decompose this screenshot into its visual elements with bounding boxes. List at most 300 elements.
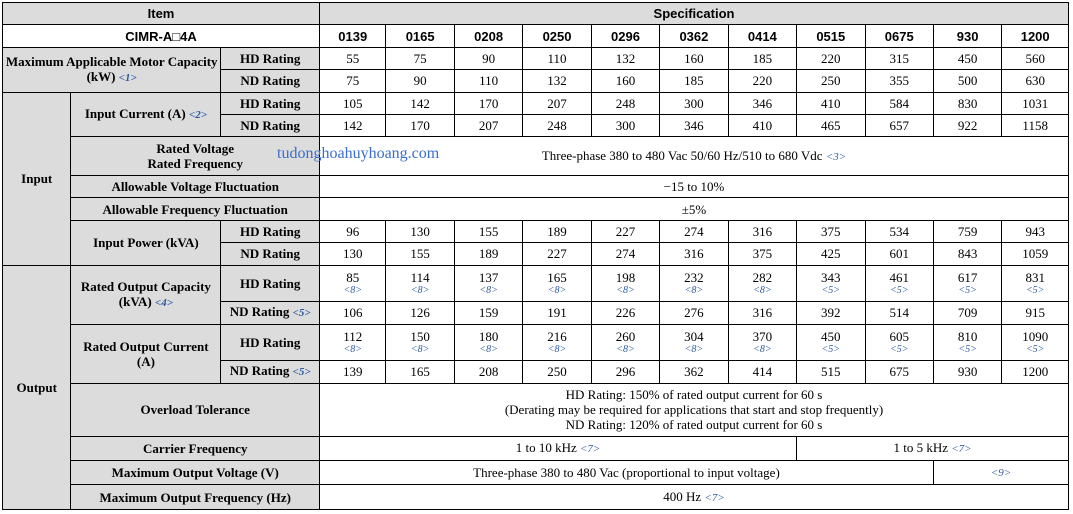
footnote-ref: <8>: [753, 344, 772, 356]
value-text: 248: [547, 118, 567, 134]
value-cell: [728, 114, 796, 136]
value-cell: [728, 324, 796, 361]
value-cell: [591, 361, 659, 383]
value-cell: [728, 361, 796, 383]
value-text: 75: [413, 50, 427, 66]
value-text: 142: [342, 118, 363, 134]
table-row: [3, 461, 1069, 485]
cell-text: Input Power (kVA): [93, 235, 199, 251]
value-cell: [454, 114, 522, 136]
value-cell: [591, 70, 659, 92]
value-text: 400 Hz: [663, 488, 702, 504]
value-text: 534: [889, 223, 909, 239]
value-text: 1090: [1022, 329, 1049, 345]
value-cell: [1002, 92, 1069, 114]
value-cell: [320, 324, 386, 361]
value-cell: [591, 220, 659, 242]
value-text: 1 to 5 kHz: [893, 439, 948, 455]
value-text: 165: [410, 364, 430, 380]
value-cell: [1002, 302, 1069, 324]
value-text: 450: [957, 50, 978, 66]
value-cell: [523, 361, 591, 383]
value-cell: [728, 243, 796, 265]
hd-rating-label: [221, 265, 320, 302]
input-power-label: [71, 220, 221, 265]
value-text: 250: [547, 364, 567, 380]
model-code: 0414: [747, 28, 777, 44]
value-text: 346: [684, 118, 704, 134]
value-cell: [933, 92, 1001, 114]
overload-tolerance-value: [320, 383, 1069, 436]
value-cell: [320, 302, 386, 324]
value-text: 605: [889, 329, 909, 345]
cell-text: Input Current (A): [84, 105, 186, 121]
rated-output-current-label: [71, 324, 221, 383]
cell-text: ND Rating: [229, 363, 290, 379]
footnote-ref: <8>: [547, 285, 567, 297]
value-text: −15 to 10%: [663, 179, 725, 195]
value-text: 425: [821, 246, 841, 262]
footnote-ref: <5>: [958, 344, 977, 356]
value-text: 274: [615, 246, 636, 262]
footnote-ref: <8>: [479, 344, 498, 356]
value-text: 274: [684, 223, 704, 239]
value-text: Three-phase 380 to 480 Vac 50/60 Hz/510 to 680 Vdc: [541, 147, 823, 163]
value-cell: [865, 302, 933, 324]
watermark-text: tudonghoahuyhoang.com: [277, 145, 440, 163]
value-cell: [797, 114, 865, 136]
value-cell: [454, 265, 522, 302]
value-text: 110: [479, 73, 499, 89]
footnote-ref: <2>: [188, 108, 207, 121]
cell-text: Carrier Frequency: [142, 440, 248, 456]
value-text: 90: [482, 50, 496, 66]
footnote-ref: <7>: [704, 491, 725, 504]
carrier-frequency-value-b: [797, 436, 1069, 460]
value-cell: [660, 243, 728, 265]
value-cell: [797, 92, 865, 114]
value-text: 180: [478, 329, 499, 345]
value-cell: [591, 243, 659, 265]
value-text: 159: [478, 305, 499, 321]
allowable-voltage-label: [71, 176, 320, 198]
value-text: 943: [1025, 223, 1045, 239]
value-text: 410: [821, 95, 841, 111]
value-text: 139: [342, 364, 363, 380]
value-cell: [933, 47, 1001, 69]
model-column-header: [591, 25, 659, 47]
max-motor-label: [3, 47, 221, 92]
value-text: 105: [342, 95, 363, 111]
item-header-text: Item: [147, 6, 175, 22]
value-text: 165: [547, 270, 567, 286]
model-column-header: [320, 25, 386, 47]
value-text: 137: [478, 270, 499, 286]
value-cell: [797, 47, 865, 69]
value-cell: [454, 70, 522, 92]
value-text: 584: [889, 95, 909, 111]
value-text: 343: [821, 270, 841, 286]
value-cell: [660, 324, 728, 361]
value-text: 810: [957, 329, 978, 345]
value-text: 248: [615, 95, 636, 111]
value-text: 55: [346, 50, 360, 66]
rated-voltage-value: [277, 137, 1069, 176]
nd-rating-label: [221, 114, 320, 136]
footnote-ref: <4>: [155, 296, 174, 309]
value-text: 250: [821, 73, 841, 89]
value-cell: [660, 265, 728, 302]
hd-rating-label: [221, 92, 320, 114]
value-text: 1158: [1022, 118, 1048, 134]
footnote-ref: <8>: [410, 344, 430, 356]
footnote-ref: <8>: [616, 344, 635, 356]
value-text: 375: [752, 246, 773, 262]
value-text: 316: [684, 246, 704, 262]
cell-text: ND Rating: [229, 304, 290, 320]
cell-text: Rated Voltage: [156, 141, 235, 157]
specification-header: [320, 3, 1069, 25]
hd-rating-label: [221, 220, 320, 242]
input-current-label: [71, 92, 221, 137]
footnote-ref: <5>: [889, 344, 909, 356]
value-text: 114: [410, 270, 430, 286]
value-cell: [386, 324, 454, 361]
value-cell: [933, 220, 1001, 242]
table-row: [3, 3, 1069, 25]
value-text: 617: [957, 270, 978, 286]
value-cell: [728, 220, 796, 242]
value-text: 130: [342, 246, 363, 262]
value-cell: [865, 47, 933, 69]
value-cell: [386, 265, 454, 302]
value-cell: [933, 361, 1001, 383]
footnote-ref: <7>: [580, 442, 601, 455]
value-text: 227: [615, 223, 636, 239]
value-text: 414: [752, 364, 773, 380]
cell-text: Rated Output Capacity (kVA): [80, 278, 211, 309]
allowable-voltage-value: [320, 176, 1069, 198]
value-cell: [728, 70, 796, 92]
value-text: 601: [889, 246, 909, 262]
value-text: 370: [752, 329, 773, 345]
value-cell: [320, 361, 386, 383]
footnote-ref: <5>: [292, 366, 311, 379]
value-cell: [933, 324, 1001, 361]
value-text: 208: [478, 364, 499, 380]
value-cell: [865, 361, 933, 383]
cell-text: Overload Tolerance: [140, 402, 250, 418]
value-text: 198: [615, 270, 636, 286]
value-text: 709: [957, 305, 978, 321]
nd-rating-label: [221, 302, 320, 324]
value-cell: [797, 324, 865, 361]
model-column-header: [865, 25, 933, 47]
value-cell: [386, 47, 454, 69]
value-text: 132: [615, 50, 636, 66]
value-cell: [523, 47, 591, 69]
table-row: [3, 137, 1069, 176]
table-row: [3, 176, 1069, 198]
footnote-ref: <8>: [343, 344, 362, 356]
value-text: 300: [684, 95, 704, 111]
specification-header-text: Specification: [653, 6, 735, 22]
value-cell: [865, 324, 933, 361]
model-column-header: [660, 25, 728, 47]
value-text: 142: [410, 95, 430, 111]
value-text: 185: [752, 50, 773, 66]
value-cell: [454, 361, 522, 383]
footnote-ref: <9>: [990, 467, 1012, 480]
value-cell: [728, 302, 796, 324]
value-text: 300: [615, 118, 636, 134]
value-cell: [591, 47, 659, 69]
value-cell: [591, 114, 659, 136]
value-cell: [933, 243, 1001, 265]
value-text: 96: [346, 223, 360, 239]
value-text: 227: [547, 246, 567, 262]
value-text: 207: [478, 118, 499, 134]
model-code: 0362: [679, 28, 709, 44]
footnote-ref: <8>: [410, 285, 430, 297]
value-text: 465: [821, 118, 841, 134]
cell-text: HD Rating: [240, 95, 301, 111]
value-text: 1 to 10 kHz: [515, 439, 577, 455]
output-group-label: [3, 265, 71, 509]
value-cell: [320, 114, 386, 136]
specification-table: [2, 2, 1069, 510]
model-code: 0675: [884, 28, 914, 44]
model-label: [3, 25, 320, 47]
value-text: 170: [410, 118, 430, 134]
table-row: [3, 436, 1069, 460]
value-cell: [320, 70, 386, 92]
nd-rating-label: [221, 361, 320, 383]
model-column-header: [728, 25, 796, 47]
value-text: 831: [1025, 270, 1045, 286]
value-cell: [1002, 47, 1069, 69]
value-cell: [591, 265, 659, 302]
value-text: 759: [957, 223, 978, 239]
value-cell: [1002, 324, 1069, 361]
table-row: [3, 265, 1069, 302]
value-cell: [797, 220, 865, 242]
value-text: 130: [410, 223, 430, 239]
value-cell: [933, 302, 1001, 324]
value-text: 132: [547, 73, 567, 89]
footnote-ref: <5>: [958, 285, 977, 297]
cell-text: Maximum Applicable Motor Capacity (kW): [5, 53, 218, 84]
value-text: 191: [547, 305, 567, 321]
max-output-voltage-label: [71, 461, 320, 485]
value-cell: [454, 243, 522, 265]
table-row: [3, 198, 1069, 220]
value-text: 346: [752, 95, 773, 111]
value-text: 1200: [1022, 364, 1049, 380]
value-text: 922: [957, 118, 978, 134]
value-cell: [454, 324, 522, 361]
value-cell: [728, 92, 796, 114]
value-text: 843: [957, 246, 978, 262]
value-cell: [797, 243, 865, 265]
value-cell: [386, 220, 454, 242]
value-cell: [865, 114, 933, 136]
value-cell: [320, 243, 386, 265]
value-text: 207: [547, 95, 567, 111]
value-cell: [386, 243, 454, 265]
table-row: [3, 92, 1069, 114]
footnote-ref: <5>: [821, 285, 841, 297]
footnote-ref: <8>: [684, 285, 704, 297]
value-cell: [591, 324, 659, 361]
item-header: [3, 3, 320, 25]
value-text: 316: [752, 305, 773, 321]
model-column-header: [386, 25, 454, 47]
value-text: 282: [752, 270, 773, 286]
model-code: 1200: [1020, 28, 1050, 44]
hd-rating-label: [221, 324, 320, 361]
value-cell: [523, 324, 591, 361]
value-text: 75: [346, 73, 360, 89]
cell-text: Rated Frequency: [147, 156, 243, 172]
value-text: 515: [821, 364, 841, 380]
max-output-frequency-value: [320, 485, 1069, 510]
value-cell: [386, 302, 454, 324]
value-cell: [386, 114, 454, 136]
footnote-ref: <7>: [951, 442, 972, 455]
model-code: 930: [956, 28, 979, 44]
value-cell: [660, 92, 728, 114]
value-text: 630: [1025, 73, 1045, 89]
value-cell: [386, 361, 454, 383]
value-cell: [320, 47, 386, 69]
rated-output-capacity-label: [71, 265, 221, 324]
value-text: 1059: [1022, 246, 1049, 262]
allowable-frequency-label: [71, 198, 320, 220]
value-text: 189: [547, 223, 567, 239]
value-text: 276: [684, 305, 704, 321]
cell-text: Maximum Output Frequency (Hz): [99, 489, 291, 505]
value-text: 170: [478, 95, 499, 111]
footnote-ref: <5>: [889, 285, 909, 297]
group-text: Input: [21, 171, 53, 187]
value-cell: [1002, 220, 1069, 242]
value-cell: [1002, 361, 1069, 383]
footnote-ref: <3>: [825, 150, 847, 163]
value-cell: [320, 265, 386, 302]
value-text: 500: [957, 73, 978, 89]
carrier-frequency-label: [71, 436, 320, 460]
cell-text: HD Rating: [240, 334, 301, 350]
footnote-ref: <5>: [1025, 344, 1045, 356]
value-text: 85: [346, 270, 360, 286]
model-column-header: [797, 25, 865, 47]
value-cell: [386, 92, 454, 114]
max-output-voltage-ref: [933, 461, 1068, 485]
model-column-header: [1002, 25, 1069, 47]
value-text: Three-phase 380 to 480 Vac (proportional to input voltage): [473, 465, 780, 481]
value-text: 226: [615, 305, 636, 321]
model-code: 0139: [338, 28, 368, 44]
value-text: 355: [889, 73, 909, 89]
value-text: 155: [478, 223, 499, 239]
hd-rating-label: [221, 47, 320, 69]
cell-text: ND Rating: [240, 246, 300, 262]
value-cell: [660, 302, 728, 324]
value-cell: [933, 70, 1001, 92]
nd-rating-label: [221, 243, 320, 265]
value-cell: [728, 47, 796, 69]
value-cell: [933, 265, 1001, 302]
value-text: 392: [821, 305, 841, 321]
value-text: 185: [684, 73, 704, 89]
value-cell: [523, 243, 591, 265]
value-cell: [797, 265, 865, 302]
footnote-ref: <5>: [292, 307, 311, 320]
value-text: 450: [821, 329, 841, 345]
value-text: 315: [889, 50, 909, 66]
value-text: 362: [684, 364, 704, 380]
value-cell: [1002, 265, 1069, 302]
value-text: 126: [410, 305, 430, 321]
value-text: 296: [615, 364, 636, 380]
value-text: 232: [684, 270, 704, 286]
value-text: 90: [413, 73, 427, 89]
input-group-label: [3, 92, 71, 265]
cell-text: ND Rating: [240, 118, 300, 134]
footnote-ref: <8>: [547, 344, 567, 356]
overload-tolerance-label: [71, 383, 320, 436]
value-cell: [454, 220, 522, 242]
cell-text: Allowable Voltage Fluctuation: [111, 179, 280, 195]
max-output-voltage-value: [320, 461, 934, 485]
footnote-ref: <5>: [1025, 285, 1045, 297]
model-code: 0208: [474, 28, 504, 44]
model-column-header: [523, 25, 591, 47]
value-cell: [865, 220, 933, 242]
value-text: HD Rating: 150% of rated output current for 60 s: [565, 387, 823, 403]
table-row: [3, 485, 1069, 510]
table-row: [3, 25, 1069, 47]
value-text: 657: [889, 118, 909, 134]
allowable-frequency-value: [320, 198, 1069, 220]
value-cell: [386, 70, 454, 92]
value-cell: [660, 220, 728, 242]
value-cell: [523, 70, 591, 92]
value-text: 316: [752, 223, 773, 239]
value-cell: [797, 302, 865, 324]
value-cell: [454, 302, 522, 324]
value-text: 220: [821, 50, 841, 66]
max-output-frequency-label: [71, 485, 320, 510]
value-cell: [797, 361, 865, 383]
value-cell: [523, 220, 591, 242]
value-text: (Derating may be required for applications that start and stop frequently): [504, 402, 884, 418]
value-text: 106: [342, 305, 363, 321]
value-text: 220: [752, 73, 773, 89]
cell-text: Rated Output Current (A): [83, 338, 209, 369]
cell-text: HD Rating: [240, 275, 301, 291]
value-text: 461: [889, 270, 909, 286]
carrier-frequency-value-a: [320, 436, 797, 460]
value-cell: [320, 220, 386, 242]
model-code: 0250: [542, 28, 572, 44]
value-cell: [523, 92, 591, 114]
model-column-header: [933, 25, 1001, 47]
value-text: 514: [889, 305, 909, 321]
value-text: 410: [752, 118, 773, 134]
value-text: ND Rating: 120% of rated output current for 60 s: [565, 417, 823, 433]
